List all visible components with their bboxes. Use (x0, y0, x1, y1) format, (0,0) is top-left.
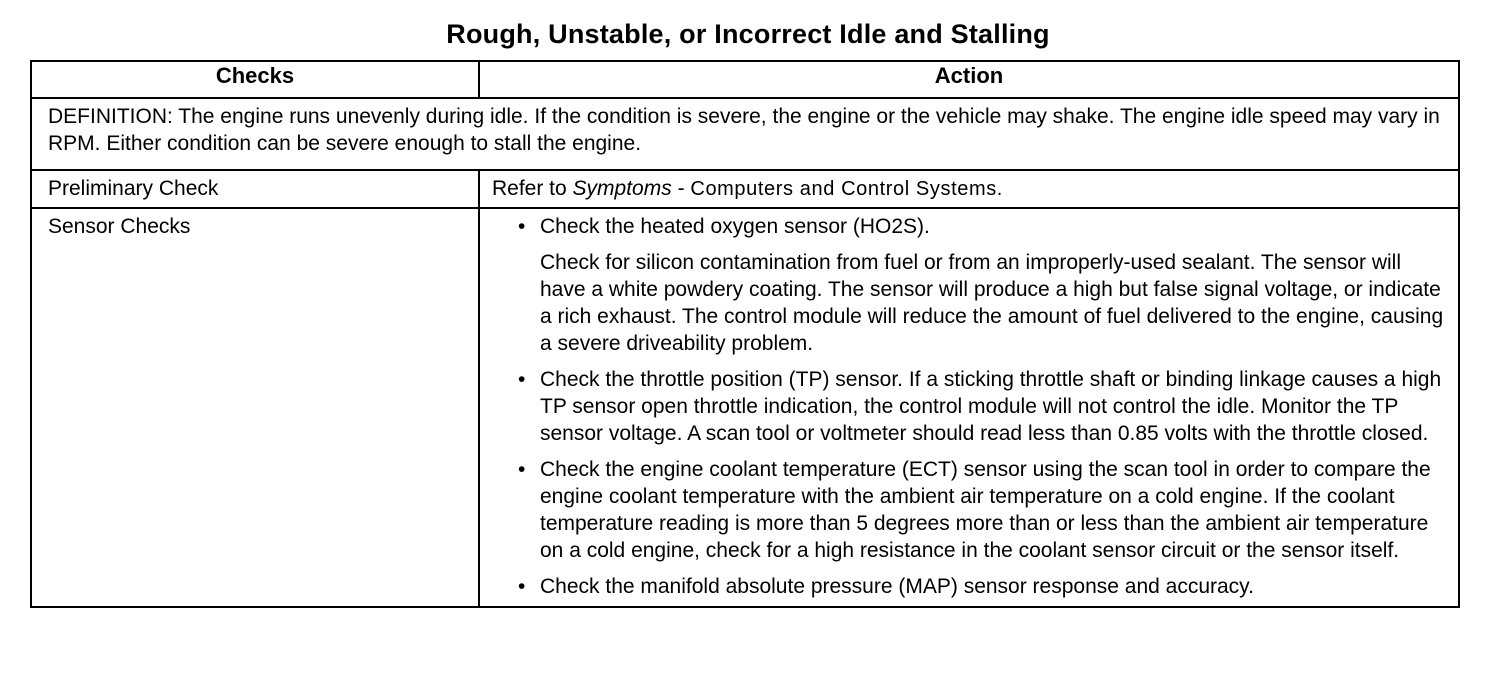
list-item (518, 456, 1446, 564)
tp-sensor-check-text: Check the throttle position (TP) sensor. If a sticking throttle shaft or binding linkage causes a high TP sensor open throttle indication, the control module will not control the idle. Monitor the TP sensor voltage. A scan tool or voltmeter should read less than 0.85 volts with the throttle closed. (540, 368, 1442, 445)
preliminary-prefix: Refer to (492, 177, 573, 200)
preliminary-action (479, 170, 1459, 208)
definition-text: DEFINITION: The engine runs unevenly during idle. If the condition is severe, the engine or the vehicle may shake. The engine idle speed may vary in RPM. Either condition can be severe enough to stall the engine. (31, 98, 1459, 170)
bullet-icon: • (518, 458, 526, 481)
preliminary-separator: - (671, 177, 691, 200)
action-header: Action (479, 61, 1459, 98)
bullet-icon: • (518, 368, 526, 391)
page-title: Rough, Unstable, or Incorrect Idle and Stalling (446, 19, 1050, 49)
ho2s-check-detail: Check for silicon contamination from fuel or from an improperly-used sealant. The sensor will have a white powdery coating. The sensor will produce a high but false signal voltage, or indicate a rich exhaust. The control module will reduce the amount of fuel delivered to the engine, causing a severe driveability problem. (540, 251, 1444, 355)
bullet-icon: • (518, 575, 526, 598)
sensor-check-label: Sensor Checks (31, 208, 479, 607)
list-item (518, 573, 1446, 600)
ect-sensor-check-text: Check the engine coolant temperature (ECT) sensor using the scan tool in order to compare the engine coolant temperature with the ambient air temperature on a cold engine. If the coolant temperature reading is more than 5 degrees more than or less than the ambient air temperature on a cold engine, check for a high resistance in the coolant sensor circuit or the sensor itself. (540, 458, 1431, 562)
definition-row (31, 98, 1459, 170)
diagnostic-table (30, 60, 1460, 608)
checks-header: Checks (31, 61, 479, 98)
preliminary-check-label: Preliminary Check (31, 170, 479, 208)
sensor-action-list (492, 213, 1446, 600)
bullet-icon: • (518, 215, 526, 238)
symptoms-reference: Symptoms (572, 177, 672, 200)
computers-control-systems-reference: Computers and Control Systems. (690, 178, 1003, 200)
list-item (518, 213, 1446, 357)
map-sensor-check-text: Check the manifold absolute pressure (MAP) sensor response and accuracy. (540, 575, 1254, 598)
sensor-actions (479, 208, 1459, 607)
preliminary-row (31, 170, 1459, 208)
sensor-row (31, 208, 1459, 607)
list-item (518, 366, 1446, 447)
ho2s-check-text: Check the heated oxygen sensor (HO2S). (540, 215, 930, 238)
header-row (31, 61, 1459, 98)
